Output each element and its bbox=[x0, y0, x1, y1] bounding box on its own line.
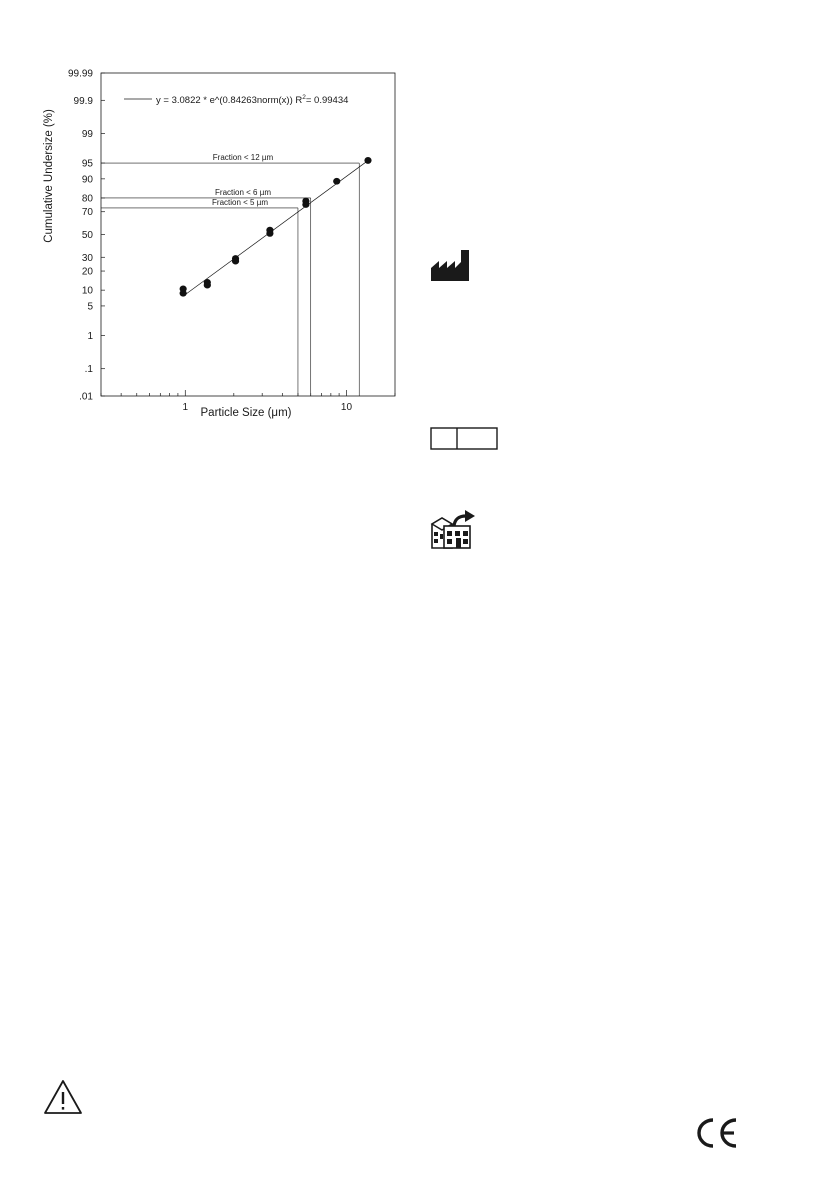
data-point bbox=[302, 201, 309, 208]
fraction-annotations bbox=[212, 153, 274, 207]
x-axis-title: Particle Size (μm) bbox=[200, 407, 292, 419]
x-tick-label: 1 bbox=[182, 402, 189, 413]
y-tick-label: 10 bbox=[81, 285, 93, 297]
warning-icon bbox=[43, 1079, 83, 1115]
legend bbox=[124, 94, 348, 106]
particle-size-chart bbox=[0, 0, 410, 440]
data-point bbox=[333, 178, 340, 185]
data-point bbox=[232, 258, 239, 265]
data-point bbox=[204, 282, 211, 289]
fraction-label: Fraction < 12 µm bbox=[212, 153, 274, 163]
importer-icon bbox=[430, 508, 476, 550]
fit-equation: y = 3.0822 * e^(0.84263norm(x)) R bbox=[156, 95, 303, 106]
r2-superscript: 2 bbox=[302, 94, 306, 101]
y-tick-label: 1 bbox=[87, 331, 93, 343]
lot-box-icon bbox=[430, 427, 498, 451]
y-tick-label: 99 bbox=[81, 128, 93, 140]
y-tick-label: 99.9 bbox=[73, 95, 93, 107]
y-tick-label: 20 bbox=[81, 266, 93, 278]
y-tick-label: 80 bbox=[81, 193, 93, 205]
data-point bbox=[364, 157, 371, 164]
data-points bbox=[180, 157, 372, 297]
y-tick-label: 90 bbox=[81, 174, 93, 186]
y-tick-label: .01 bbox=[79, 391, 93, 403]
data-point bbox=[266, 230, 273, 237]
fit-line bbox=[183, 159, 369, 296]
y-tick-label: 95 bbox=[81, 158, 93, 170]
y-tick-label: 30 bbox=[81, 252, 93, 264]
ce-mark-icon bbox=[694, 1116, 740, 1150]
r2-value: = 0.99434 bbox=[305, 95, 349, 106]
fraction-label: Fraction < 5 µm bbox=[212, 197, 268, 207]
fraction-label: Fraction < 6 µm bbox=[215, 187, 271, 197]
y-tick-label: .1 bbox=[84, 364, 93, 376]
y-tick-label: 70 bbox=[81, 207, 93, 219]
y-tick-label: 5 bbox=[87, 301, 93, 313]
plot-frame bbox=[101, 73, 395, 396]
y-axis-title: Cumulative Undersize (%) bbox=[43, 109, 55, 243]
legend-text bbox=[156, 94, 348, 106]
y-tick-label: 99.99 bbox=[67, 68, 93, 80]
data-point bbox=[180, 290, 187, 297]
manufacturer-icon bbox=[430, 248, 470, 282]
y-tick-label: 50 bbox=[81, 230, 93, 241]
x-tick-label: 10 bbox=[340, 402, 353, 413]
y-axis bbox=[68, 69, 105, 403]
